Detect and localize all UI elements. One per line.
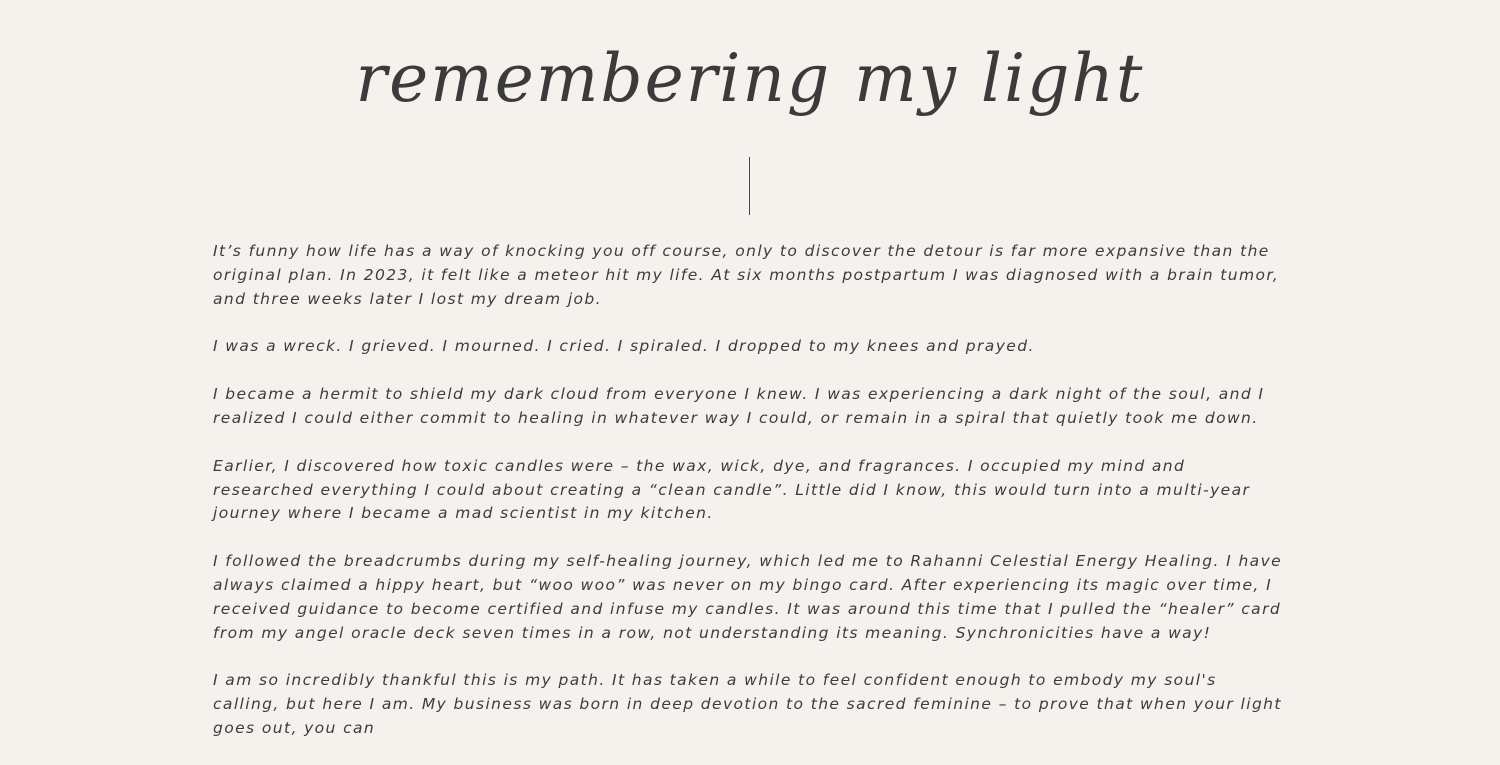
story-paragraph: It’s funny how life has a way of knocking you off course, only to discover the detour is far more expansive than the original plan. In 2023, it felt like a meteor hit my life. At six months postpartum I was diagnosed with a brain tumor, and three weeks later I lost my dream job. [213, 242, 1280, 308]
story-paragraph: I became a hermit to shield my dark cloud from everyone I knew. I was experiencing a dark night of the soul, and I realized I could either commit to healing in whatever way I could, or remain in a spiral that quietly took me down. [213, 385, 1265, 427]
story-paragraph: I followed the breadcrumbs during my self-healing journey, which led me to Rahanni Celestial Energy Healing. I have always claimed a hippy heart, but “woo woo” was never on my bingo card. After experiencing its magic over time, I received guidance to become certified and infuse my candles. It was around this time that I pulled the “healer” card from my angel oracle deck seven times in a row, not understanding its meaning. Synchronicities have a way! [213, 552, 1283, 642]
title-divider [749, 157, 750, 215]
page-title: remembering my light [355, 40, 1145, 117]
story-body [213, 240, 1288, 765]
story-paragraph: I was a wreck. I grieved. I mourned. I cried. I spiraled. I dropped to my knees and prayed. [213, 337, 1035, 356]
story-paragraph: I am so incredibly thankful this is my path. It has taken a while to feel confident enough to embody my soul's calling, but here I am. My business was born in deep devotion to the sacred feminine – to prove that when your light goes out, you can [213, 671, 1282, 737]
story-paragraph: Earlier, I discovered how toxic candles were – the wax, wick, dye, and fragrances. I occupied my mind and researched everything I could about creating a “clean candle”. Little did I know, this would turn into a multi-year journey where I became a mad scientist in my kitchen. [213, 456, 1251, 523]
